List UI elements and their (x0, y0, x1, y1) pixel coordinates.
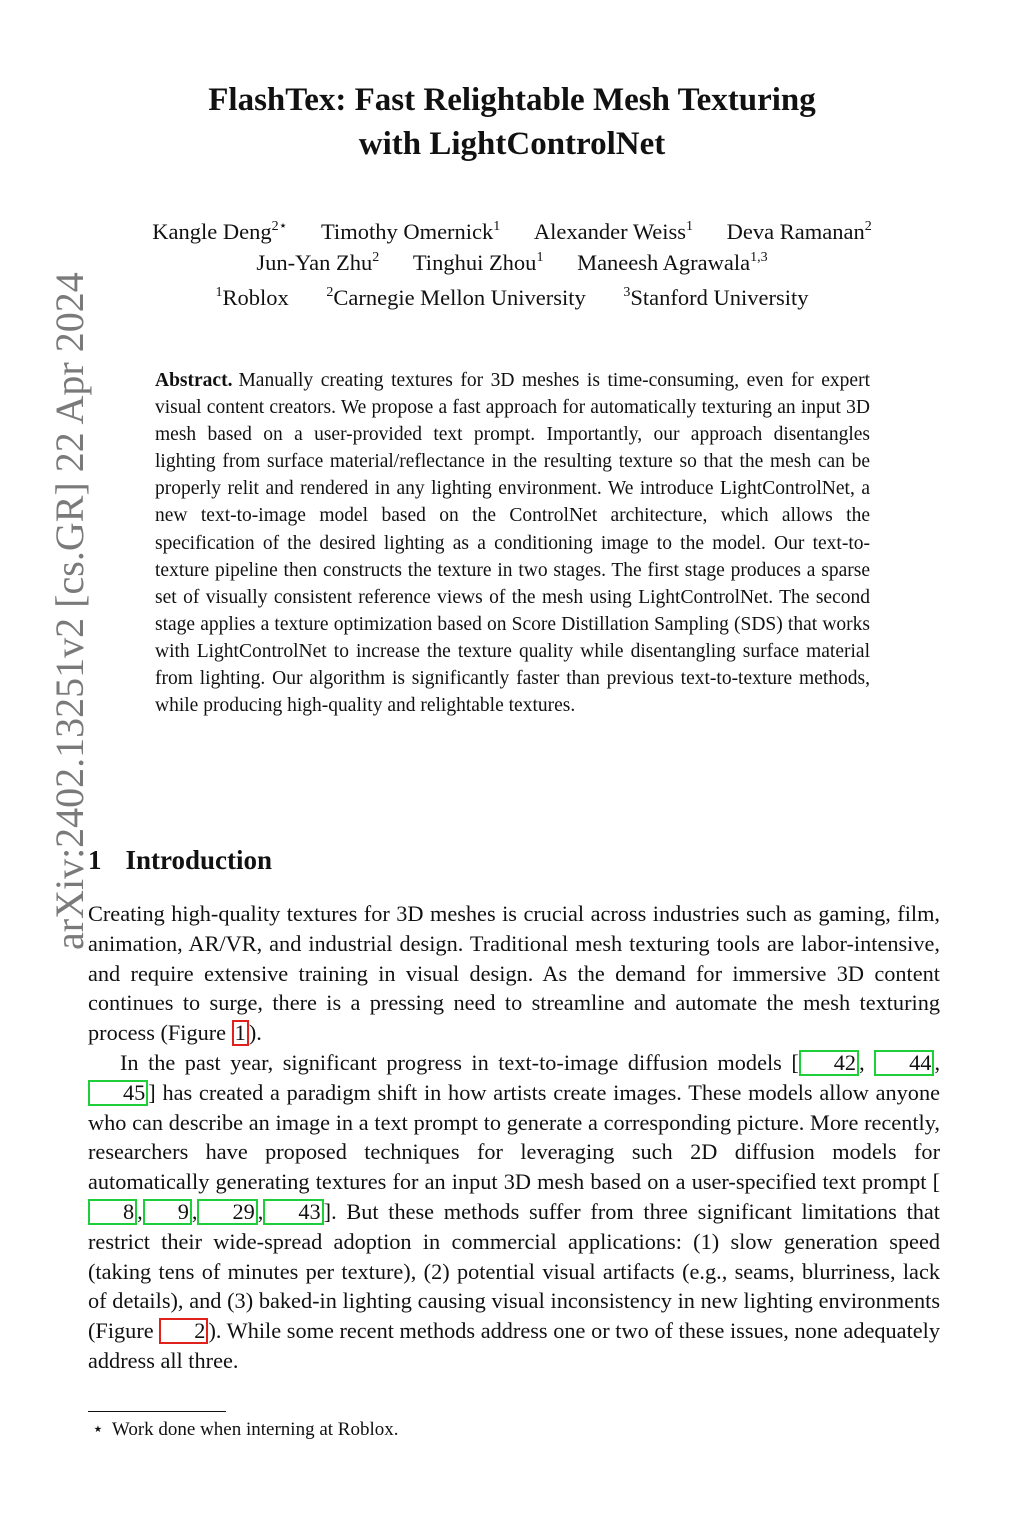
section-heading (88, 840, 588, 880)
citation-link[interactable]: 43 (263, 1199, 323, 1225)
footnote-text: Work done when interning at Roblox. (111, 1419, 399, 1440)
affiliations (88, 283, 936, 313)
abstract-label: Abstract. (155, 370, 233, 391)
author-list (88, 216, 936, 278)
citation-link[interactable]: 8 (88, 1199, 137, 1225)
affiliation: $^1$Roblox (215, 285, 289, 310)
author: Kangle Deng$^{2⋆}$ (152, 219, 288, 244)
author-row-1 (88, 216, 936, 247)
abstract-text: Manually creating textures for 3D meshes is time-consuming, even for expert visual content creators. We propose a fast approach for automatically texturing an input 3D mesh based on a user-provided text prompt. Importantly, our approach disentangles lighting from surface material/reflectance in the resulting texture so that the mesh can be properly relit and rendered in any lighting environment. We introduce LightControlNet, a new text-to-image model based on the ControlNet architecture, which allows the specification of the desired lighting as a conditioning image to the model. Our text-to-texture pipeline then constructs the texture in two stages. The first stage produces a sparse set of visually consistent reference views of the mesh using LightControlNet. The second stage applies a texture optimization based on Score Distillation Sampling (SDS) that works with LightControlNet to increase the texture quality while disentangling surface material from lighting. Our algorithm is significantly faster than previous text-to-texture methods, while producing high-quality and relightable textures. (155, 370, 870, 717)
affiliation: $^2$Carnegie Mellon University (326, 285, 586, 310)
arxiv-identifier: arXiv:2402.13251v2 [cs.GR] 22 Apr 2024 (47, 272, 92, 950)
title-line-1: FlashTex: Fast Relightable Mesh Texturing (208, 82, 816, 118)
citation-link[interactable]: 29 (197, 1199, 257, 1225)
title-line-2: with LightControlNet (358, 126, 666, 162)
footnote-mark: ⋆ (92, 1419, 104, 1440)
author: Tinghui Zhou$^1$ (412, 250, 544, 275)
citation-link[interactable]: 45 (88, 1080, 148, 1106)
paper-title (88, 78, 936, 166)
intro-paragraph-1: Creating high-quality textures for 3D meshes is crucial across industries such as gaming, film, animation, AR/VR, and industrial design. Traditional mesh texturing tools are labor-intensive, and require extensive training in visual design. As the demand for immersive 3D content continues to surge, there is a pressing need to streamline and automate the mesh texturing process (Figure 1 ). (88, 901, 940, 1046)
author: Deva Ramanan$^2$ (726, 219, 872, 244)
affiliation: $^3$Stanford University (623, 285, 809, 310)
citation-link[interactable]: 44 (874, 1050, 934, 1076)
author: Alexander Weiss$^1$ (533, 219, 694, 244)
author: Jun-Yan Zhu$^2$ (256, 250, 380, 275)
footnote (92, 1417, 892, 1443)
citation-link[interactable]: 9 (143, 1199, 192, 1225)
abstract (155, 367, 870, 719)
section-number: 1 (88, 845, 102, 875)
citation-link[interactable]: 42 (799, 1050, 859, 1076)
author: Maneesh Agrawala$^{1,3}$ (577, 250, 768, 275)
footnote-rule (88, 1411, 226, 1412)
figure-reference-link[interactable]: 2 (159, 1318, 208, 1344)
author-row-2 (88, 247, 936, 278)
figure-reference-link[interactable]: 1 (232, 1020, 249, 1046)
section-title: Introduction (125, 845, 273, 875)
author: Timothy Omernick$^1$ (320, 219, 501, 244)
intro-paragraph-2: In the past year, significant progress in text-to-image diffusion models [ 42 , 44 ,45 ] has created a paradigm shift in how artists create images. These models allow anyone who can describe an image in a text prompt to generate a corresponding picture. More recently, researchers have proposed techniques for leveraging such 2D diffusion models for automatically generating textures for an input 3D mesh based on a user-specified text prompt [8 , 9 , 29 , 43 ]. But these methods suffer from three significant limitations that restrict their wide-spread adoption in commercial applications: (1) slow generation speed (taking tens of minutes per texture), (2) potential visual artifacts (e.g., seams, blurriness, lack of details), and (3) baked-in lighting causing visual inconsistency in new lighting environments (Figure 2 ). While some recent methods address one or two of these issues, none adequately address all three. (88, 1050, 941, 1373)
